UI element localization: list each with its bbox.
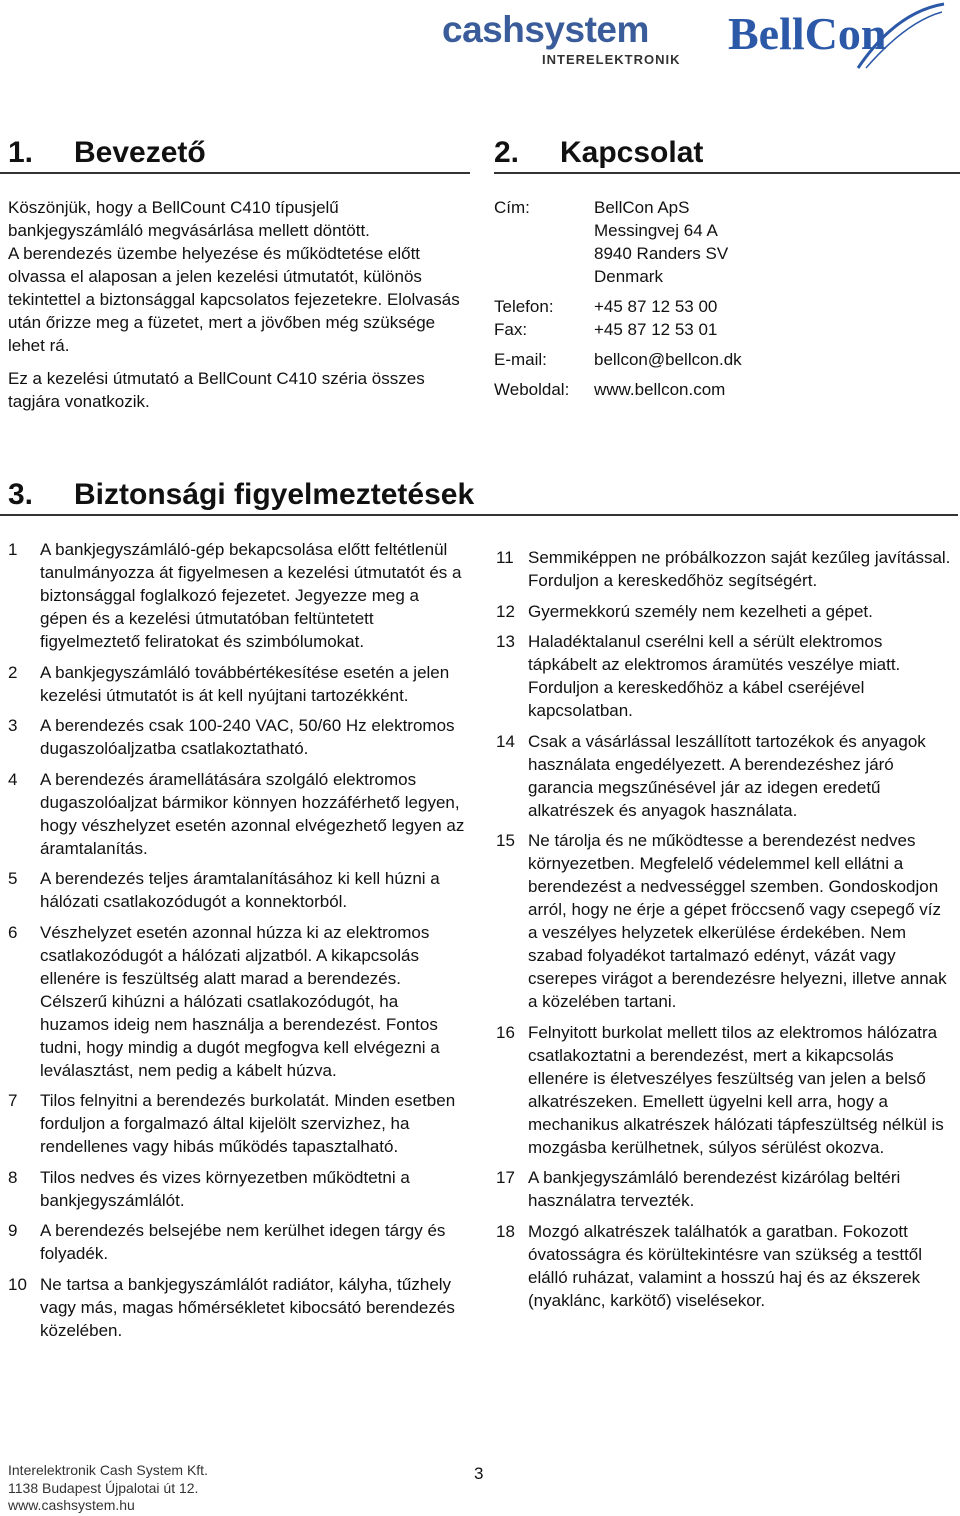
safety-item <box>8 661 466 707</box>
cashsystem-logo <box>442 8 681 67</box>
safety-item <box>8 538 466 653</box>
safety-item-text: A berendezés teljes áramtalanításához ki kell húzni a hálózati csatlakozódugót a konnektorból. <box>40 869 440 911</box>
safety-item-number: 10 <box>8 1274 27 1294</box>
address-line: 8940 Randers SV <box>594 244 729 263</box>
safety-item-text: A bankjegyszámláló-gép bekapcsolása előtt feltétlenül tanulmányozza át figyelmesen a kezelési útmutatót és a biztonsággal foglalkozó fejezetet. Jegyezze meg a gépen és a kezelési útmutatóban feltüntetett figyelmeztető feliratokat és szimbólumokat. <box>40 540 462 651</box>
safety-item <box>496 730 954 822</box>
address-line: BellCon ApS <box>594 198 690 217</box>
section-1-title: Bevezető <box>74 136 206 169</box>
safety-item-text: Felnyitott burkolat mellett tilos az elektromos hálózatra csatlakoztatni a berendezést, mert a kikapcsolás ellenére is életveszélyes feszültség van jelen a belső alkatrészeken. Emellett ügyelni kell arra, hogy a mechanikus alkatrészek hálózati tápfeszültség nélkül is mozgásba kerülhetnek, súlyos sérülést okozva. <box>528 1022 944 1157</box>
header-logos <box>0 0 960 80</box>
safety-item-number: 13 <box>496 632 515 651</box>
safety-item-text: Haladéktalanul cserélni kell a sérült elektromos tápkábelt az elektromos áramütés veszélye miatt. Forduljon a kereskedőhöz a kábel cseréjével kapcsolatban. <box>528 632 901 720</box>
safety-item-number: 4 <box>8 769 18 789</box>
safety-item <box>496 1220 954 1312</box>
safety-item <box>8 1166 466 1212</box>
section-2-rule <box>494 172 960 174</box>
bellcon-swoosh-icon <box>856 2 946 72</box>
cashsystem-logo-text: cashsystem <box>442 9 649 50</box>
fax-label: Fax: <box>494 320 528 339</box>
section-1-para-2: A berendezés üzembe helyezése és működtetése előtt olvassa el alaposan a jelen kezelési útmutatót, különös tekintettel a biztonsággal kapcsolatos fejezetekre. Elolvasás után őrizze meg a füzetet, mert a jövőben még szüksége lehet rá. <box>8 244 460 355</box>
section-2-title: Kapcsolat <box>560 136 704 169</box>
footer-company: Interelektronik Cash System Kft. <box>8 1462 208 1478</box>
address-label: Cím: <box>494 198 530 217</box>
section-1-number: 1. <box>8 136 34 169</box>
safety-item-number: 15 <box>496 831 515 850</box>
email-link[interactable]: bellcon@bellcon.dk <box>594 350 742 369</box>
safety-item-number: 9 <box>8 1221 18 1240</box>
safety-item-number: 11 <box>496 548 514 567</box>
section-3-number: 3. <box>8 478 34 511</box>
safety-item-number: 18 <box>496 1221 515 1241</box>
safety-item-number: 12 <box>496 601 515 621</box>
safety-item <box>8 768 466 860</box>
safety-item-number: 6 <box>8 922 18 942</box>
safety-item <box>8 1089 466 1158</box>
safety-item <box>8 867 466 913</box>
email-label: E-mail: <box>494 350 547 369</box>
footer-address: 1138 Budapest Újpalotai út 12. <box>8 1479 199 1496</box>
phone-label: Telefon: <box>494 297 554 316</box>
safety-item-text: Ne tárolja és ne működtesse a berendezést nedves környezetben. Megfelelő védelemmel kell ellátni a berendezést a nedvességgel szemben. Gondoskodjon arról, hogy ne érje a gépet fröccsenő vagy csepegő víz a veszélyes helyzetek elkerülése érdekében. Nem szabad folyadékot tartalmazó edényt, vázát vagy cserepes virágot a berendezésre helyezni, illetve annak a közelében tartani. <box>528 831 947 1011</box>
footer-web[interactable]: www.cashsystem.hu <box>8 1497 135 1513</box>
safety-list-left <box>8 538 466 1349</box>
section-3-title: Biztonsági figyelmeztetések <box>74 478 475 511</box>
fax-value: +45 87 12 53 01 <box>594 320 718 339</box>
safety-item <box>496 546 954 592</box>
safety-item-text: Tilos felnyitni a berendezés burkolatát. Minden esetben forduljon a forgalmazó által kijelölt szervizhez, ha rendellenes vagy hibás működés tapasztalható. <box>40 1091 456 1156</box>
safety-item-text: Mozgó alkatrészek találhatók a garatban. Fokozott óvatosságra és körültekintésre van szükség a testtől elálló ruházat, valamint a hosszú haj és az ékszerek (nyaklánc, karkötő) viselésekor. <box>528 1221 923 1310</box>
address-line: Messingvej 64 A <box>594 221 718 240</box>
safety-item-text: Gyermekkorú személy nem kezelheti a gépet. <box>528 601 873 621</box>
phone-value: +45 87 12 53 00 <box>594 297 718 316</box>
safety-item <box>8 1273 466 1342</box>
section-2-heading <box>494 135 703 171</box>
section-1-para-1: Köszönjük, hogy a BellCount C410 típusjelű bankjegyszámláló megvásárlása mellett döntött. <box>8 198 370 240</box>
safety-item-number: 5 <box>8 869 18 888</box>
safety-item-text: Csak a vásárlással leszállított tartozékok és anyagok használata engedélyezett. A berendezéshez járó garancia megszűnésével jár az idegen eredetű alkatrészek és anyagok használata. <box>528 731 926 820</box>
safety-item <box>8 1219 466 1265</box>
safety-item-number: 7 <box>8 1091 18 1110</box>
safety-item <box>496 630 954 722</box>
section-1-para-3: Ez a kezelési útmutató a BellCount C410 széria összes tagjára vonatkozik. <box>8 369 425 411</box>
section-3-heading <box>8 477 474 513</box>
safety-item-text: A berendezés csak 100-240 VAC, 50/60 Hz elektromos dugaszolóaljzatba csatlakoztatható. <box>40 716 455 758</box>
safety-item-text: Tilos nedves és vizes környezetben működtetni a bankjegyszámlálót. <box>40 1167 410 1210</box>
safety-item <box>496 1021 954 1159</box>
safety-item <box>496 600 954 623</box>
bellcon-logo-text: BellCon <box>728 8 887 59</box>
section-2-number: 2. <box>494 136 520 169</box>
web-label: Weboldal: <box>494 380 570 399</box>
safety-item-text: A berendezés áramellátására szolgáló elektromos dugaszolóaljzat bármikor könnyen hozzáférhető legyen, hogy vészhelyzet esetén azonnal elvégezhető legyen az áramtalanítás. <box>40 769 465 858</box>
safety-item-text: Semmiképpen ne próbálkozzon saját kezűleg javítással. Forduljon a kereskedőhöz segítségért. <box>528 548 951 590</box>
safety-item <box>8 714 466 760</box>
safety-item-number: 3 <box>8 716 18 735</box>
safety-item-text: A bankjegyszámláló berendezést kizárólag beltéri használatra tervezték. <box>528 1168 901 1210</box>
safety-item <box>496 829 954 1013</box>
address-line: Denmark <box>594 267 663 286</box>
safety-item-text: Ne tartsa a bankjegyszámlálót radiátor, kályha, tűzhely vagy más, magas hőmérsékletet kibocsátó berendezés közelében. <box>40 1274 455 1340</box>
web-link[interactable]: www.bellcon.com <box>594 380 726 399</box>
section-1-heading <box>8 135 206 171</box>
safety-item-text: A bankjegyszámláló továbbértékesítése esetén a jelen kezelési útmutatót is át kell nyújtani tartozékként. <box>40 662 450 705</box>
safety-item-number: 14 <box>496 731 515 751</box>
safety-item-text: Vészhelyzet esetén azonnal húzza ki az elektromos csatlakozódugót a hálózati aljzatból. A kikapcsolás ellenére is feszültség alatt marad a berendezés. Célszerű kihúzni a hálózati csatlakozódugót, ha huzamos ideig nem használja a berendezést. Fontos tudni, hogy mindig a dugót megfogva kell elvégezni a leválasztást, nem pedig a kábelt húzva. <box>40 922 440 1080</box>
safety-item-number: 1 <box>8 540 18 559</box>
section-1-rule <box>0 172 470 174</box>
safety-item-text: A berendezés belsejébe nem kerülhet idegen tárgy és folyadék. <box>40 1221 446 1263</box>
section-3-rule <box>0 514 958 516</box>
safety-item <box>496 1166 954 1212</box>
footer <box>8 1462 208 1515</box>
page-number: 3 <box>474 1464 484 1483</box>
cashsystem-logo-subtext: INTERELEKTRONIK <box>542 52 681 67</box>
bellcon-logo <box>728 4 886 64</box>
safety-item-number: 17 <box>496 1168 515 1187</box>
safety-item-number: 2 <box>8 662 18 682</box>
safety-list-right <box>496 546 954 1319</box>
safety-item <box>8 921 466 1082</box>
safety-item-number: 8 <box>8 1167 18 1187</box>
safety-item-number: 16 <box>496 1022 515 1042</box>
